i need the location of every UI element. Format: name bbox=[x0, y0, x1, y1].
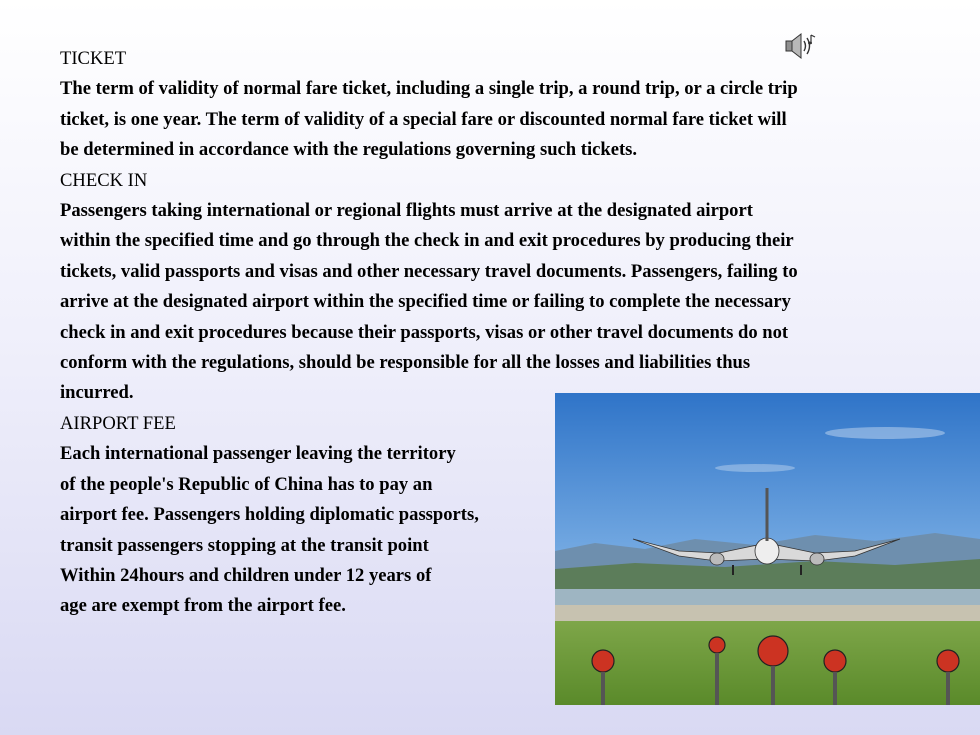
airport-fee-line: age are exempt from the airport fee. bbox=[60, 595, 346, 617]
checkin-line: Passengers taking international or regional flights must arrive at the designated airport bbox=[60, 200, 753, 222]
airport-fee-line: Each international passenger leaving the territory bbox=[60, 443, 456, 465]
checkin-line: within the specified time and go through the check in and exit procedures by producing their bbox=[60, 230, 794, 252]
checkin-line: conform with the regulations, should be responsible for all the losses and liabilities thus bbox=[60, 352, 751, 374]
checkin-line: check in and exit procedures because their passports, visas or other travel documents do not bbox=[60, 321, 789, 343]
checkin-line: incurred. bbox=[60, 382, 134, 404]
airport-fee-line: airport fee. Passengers holding diplomatic passports, bbox=[60, 504, 479, 526]
checkin-heading: CHECK IN bbox=[60, 169, 148, 191]
airplane-landing-photo bbox=[555, 393, 980, 705]
checkin-line: tickets, valid passports and visas and other necessary travel documents. Passengers, failing to bbox=[60, 260, 798, 282]
airport-fee-line: transit passengers stopping at the transit point bbox=[60, 534, 429, 556]
ticket-line: The term of validity of normal fare ticket, including a single trip, a round trip, or a circle trip bbox=[60, 78, 798, 100]
ticket-heading: TICKET bbox=[60, 48, 127, 69]
airport-fee-line: of the people's Republic of China has to pay an bbox=[60, 473, 433, 495]
airport-fee-line: Within 24hours and children under 12 years of bbox=[60, 564, 432, 586]
checkin-line: arrive at the designated airport within the specified time or failing to complete the necessary bbox=[60, 291, 791, 313]
ticket-line: be determined in accordance with the regulations governing such tickets. bbox=[60, 139, 638, 161]
ticket-paragraph bbox=[60, 74, 935, 165]
ticket-line: ticket, is one year. The term of validity of a special fare or discounted normal fare ticket will bbox=[60, 108, 787, 130]
checkin-paragraph bbox=[60, 196, 935, 409]
airport-fee-heading: AIRPORT FEE bbox=[60, 412, 176, 434]
